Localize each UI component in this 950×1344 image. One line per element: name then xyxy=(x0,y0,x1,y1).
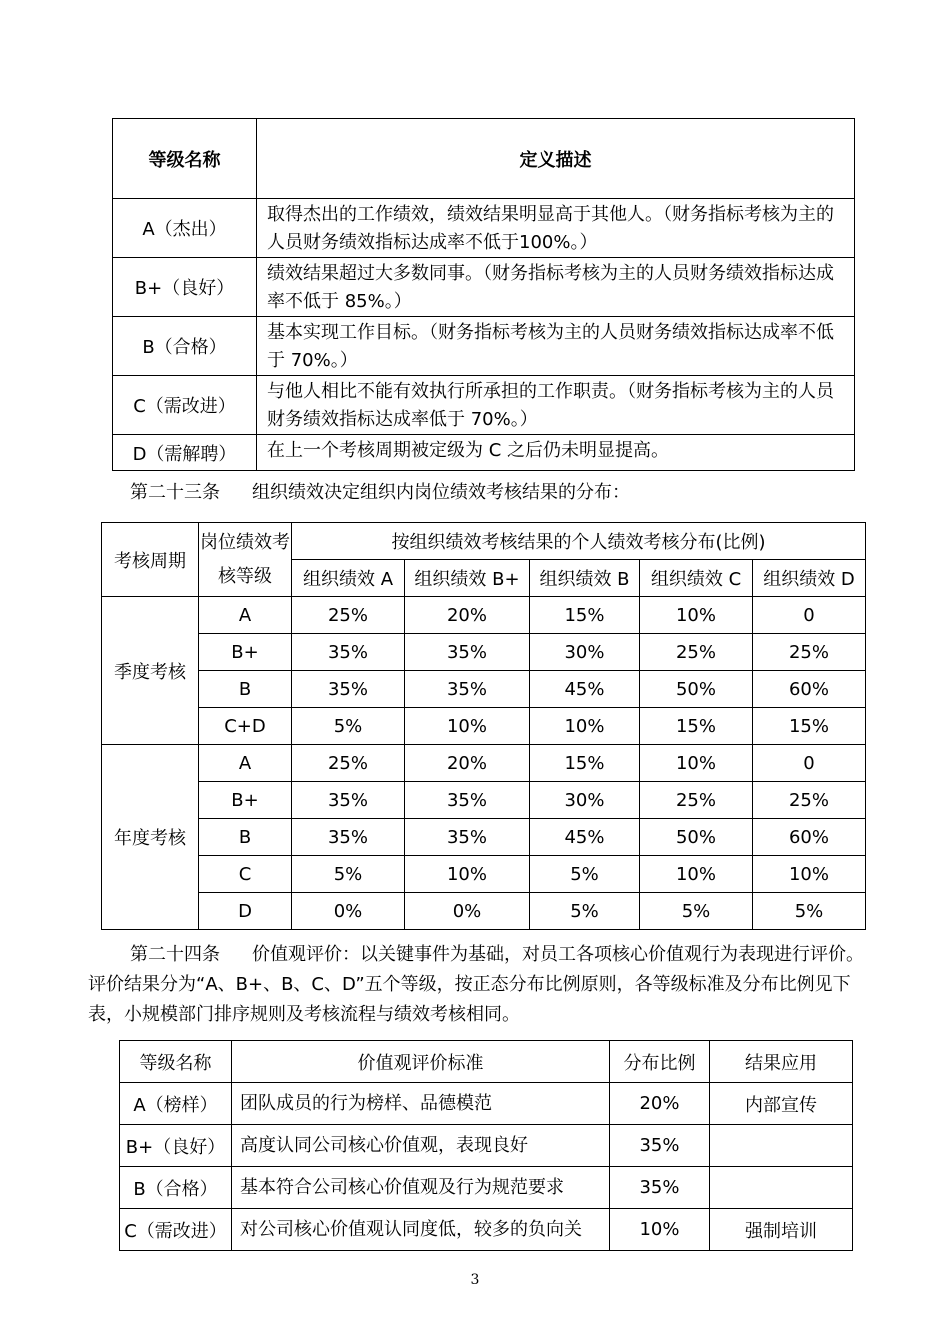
value-cell: 35% xyxy=(405,671,530,708)
column-header: 组织绩效 C xyxy=(640,560,753,597)
value-cell: 10% xyxy=(640,745,753,782)
value-cell: 5% xyxy=(530,856,640,893)
table-row xyxy=(102,597,866,634)
page-number: 3 xyxy=(470,1272,480,1288)
grade-cell: C（需改进） xyxy=(120,1209,232,1251)
value-cell: 25% xyxy=(753,634,866,671)
header-definition: 定义描述 xyxy=(257,119,855,199)
level-cell: D xyxy=(199,893,292,930)
column-header: 组织绩效 B+ xyxy=(405,560,530,597)
value-cell: 0% xyxy=(292,893,405,930)
standard-cell: 高度认同公司核心价值观，表现良好 xyxy=(232,1125,610,1167)
value-cell: 5% xyxy=(292,708,405,745)
definition-cell: 取得杰出的工作绩效，绩效结果明显高于其他人。（财务指标考核为主的人员财务绩效指标达成率不低于100%。） xyxy=(257,199,855,258)
header-level: 岗位绩效考核等级 xyxy=(199,523,292,597)
application-cell: 强制培训 xyxy=(710,1209,853,1251)
level-cell: A xyxy=(199,597,292,634)
value-cell: 30% xyxy=(530,782,640,819)
application-cell xyxy=(710,1125,853,1167)
value-cell: 25% xyxy=(640,634,753,671)
article-number: 第二十四条 xyxy=(130,944,220,965)
column-header: 组织绩效 A xyxy=(292,560,405,597)
value-cell: 10% xyxy=(530,708,640,745)
table-row xyxy=(113,376,855,435)
article-number: 第二十三条 xyxy=(130,482,220,503)
standard-cell: 对公司核心价值观认同度低，较多的负向关 xyxy=(232,1209,610,1251)
level-cell: B xyxy=(199,671,292,708)
level-cell: B+ xyxy=(199,782,292,819)
grade-cell: A（杰出） xyxy=(113,199,257,258)
value-cell: 5% xyxy=(753,893,866,930)
value-cell: 15% xyxy=(640,708,753,745)
definition-cell: 基本实现工作目标。（财务指标考核为主的人员财务绩效指标达成率不低于 70%。） xyxy=(257,317,855,376)
grade-cell: B+（良好） xyxy=(113,258,257,317)
table-row xyxy=(102,856,866,893)
table-row xyxy=(102,708,866,745)
grade-cell: B（合格） xyxy=(113,317,257,376)
value-cell: 35% xyxy=(292,671,405,708)
table-header-row xyxy=(102,523,866,560)
value-cell: 10% xyxy=(405,856,530,893)
header-grade-name: 等级名称 xyxy=(120,1041,232,1083)
table-row xyxy=(102,782,866,819)
table-row xyxy=(102,893,866,930)
header-value-standard: 价值观评价标准 xyxy=(232,1041,610,1083)
header-distribution: 按组织绩效考核结果的个人绩效考核分布(比例) xyxy=(292,523,866,560)
value-cell: 35% xyxy=(292,634,405,671)
value-cell: 35% xyxy=(292,782,405,819)
value-cell: 35% xyxy=(292,819,405,856)
column-header: 组织绩效 D xyxy=(753,560,866,597)
level-cell: B+ xyxy=(199,634,292,671)
table-row xyxy=(113,258,855,317)
value-cell: 10% xyxy=(753,856,866,893)
value-cell: 25% xyxy=(292,597,405,634)
level-cell: C xyxy=(199,856,292,893)
value-cell: 45% xyxy=(530,671,640,708)
value-cell: 10% xyxy=(640,856,753,893)
table-row xyxy=(120,1167,853,1209)
table-row xyxy=(102,819,866,856)
value-cell: 20% xyxy=(405,597,530,634)
value-cell: 25% xyxy=(640,782,753,819)
value-cell: 20% xyxy=(405,745,530,782)
value-cell: 25% xyxy=(753,782,866,819)
grade-cell: A（榜样） xyxy=(120,1083,232,1125)
value-cell: 15% xyxy=(753,708,866,745)
value-cell: 15% xyxy=(530,597,640,634)
definition-cell: 与他人相比不能有效执行所承担的工作职责。（财务指标考核为主的人员财务绩效指标达成率低于 70%。） xyxy=(257,376,855,435)
table-row xyxy=(120,1083,853,1125)
article-text: 价值观评价：以关键事件为基础，对员工各项核心价值观行为表现进行评价。评价结果分为“A、B+、B、C、D”五个等级，按正态分布比例原则，各等级标准及分布比例见下表，小规模部门排序规则及考核流程与绩效考核相同。 xyxy=(88,944,864,1025)
value-cell: 25% xyxy=(292,745,405,782)
value-cell: 30% xyxy=(530,634,640,671)
header-period: 考核周期 xyxy=(102,523,199,597)
table-row xyxy=(120,1209,853,1251)
definition-cell: 绩效结果超过大多数同事。（财务指标考核为主的人员财务绩效指标达成率不低于 85%。） xyxy=(257,258,855,317)
table-header-row xyxy=(120,1041,853,1083)
standard-cell: 团队成员的行为榜样、品德模范 xyxy=(232,1083,610,1125)
level-cell: B xyxy=(199,819,292,856)
value-cell: 35% xyxy=(405,782,530,819)
header-ratio: 分布比例 xyxy=(610,1041,710,1083)
application-cell: 内部宣传 xyxy=(710,1083,853,1125)
grade-cell: D（需解聘） xyxy=(113,435,257,471)
value-cell: 15% xyxy=(530,745,640,782)
value-evaluation-table xyxy=(119,1040,853,1251)
ratio-cell: 35% xyxy=(610,1125,710,1167)
article-text: 组织绩效决定组织内岗位绩效考核结果的分布： xyxy=(252,482,630,503)
article-23 xyxy=(130,478,630,508)
grade-cell: B+（良好） xyxy=(120,1125,232,1167)
value-cell: 5% xyxy=(530,893,640,930)
value-cell: 0 xyxy=(753,597,866,634)
value-cell: 35% xyxy=(405,819,530,856)
value-cell: 45% xyxy=(530,819,640,856)
table-row xyxy=(113,317,855,376)
table-row xyxy=(102,634,866,671)
period-cell-quarterly: 季度考核 xyxy=(102,597,199,745)
value-cell: 60% xyxy=(753,819,866,856)
level-cell: A xyxy=(199,745,292,782)
column-header: 组织绩效 B xyxy=(530,560,640,597)
table-row xyxy=(102,745,866,782)
table-row xyxy=(113,435,855,471)
standard-cell: 基本符合公司核心价值观及行为规范要求 xyxy=(232,1167,610,1209)
grade-cell: B（合格） xyxy=(120,1167,232,1209)
article-24 xyxy=(88,940,878,1030)
period-cell-annual: 年度考核 xyxy=(102,745,199,930)
definition-cell: 在上一个考核周期被定级为 C 之后仍未明显提高。 xyxy=(257,435,855,471)
table-header-row xyxy=(113,119,855,199)
value-cell: 60% xyxy=(753,671,866,708)
grade-cell: C（需改进） xyxy=(113,376,257,435)
level-cell: C+D xyxy=(199,708,292,745)
application-cell xyxy=(710,1167,853,1209)
ratio-cell: 10% xyxy=(610,1209,710,1251)
header-application: 结果应用 xyxy=(710,1041,853,1083)
value-cell: 10% xyxy=(640,597,753,634)
ratio-cell: 20% xyxy=(610,1083,710,1125)
table-row xyxy=(120,1125,853,1167)
value-cell: 5% xyxy=(640,893,753,930)
value-cell: 0% xyxy=(405,893,530,930)
value-cell: 10% xyxy=(405,708,530,745)
distribution-table xyxy=(101,522,866,930)
value-cell: 0 xyxy=(753,745,866,782)
table-row xyxy=(102,671,866,708)
header-grade-name: 等级名称 xyxy=(113,119,257,199)
value-cell: 50% xyxy=(640,819,753,856)
value-cell: 35% xyxy=(405,634,530,671)
ratio-cell: 35% xyxy=(610,1167,710,1209)
value-cell: 5% xyxy=(292,856,405,893)
value-cell: 50% xyxy=(640,671,753,708)
table-row xyxy=(113,199,855,258)
grade-definition-table xyxy=(112,118,855,471)
